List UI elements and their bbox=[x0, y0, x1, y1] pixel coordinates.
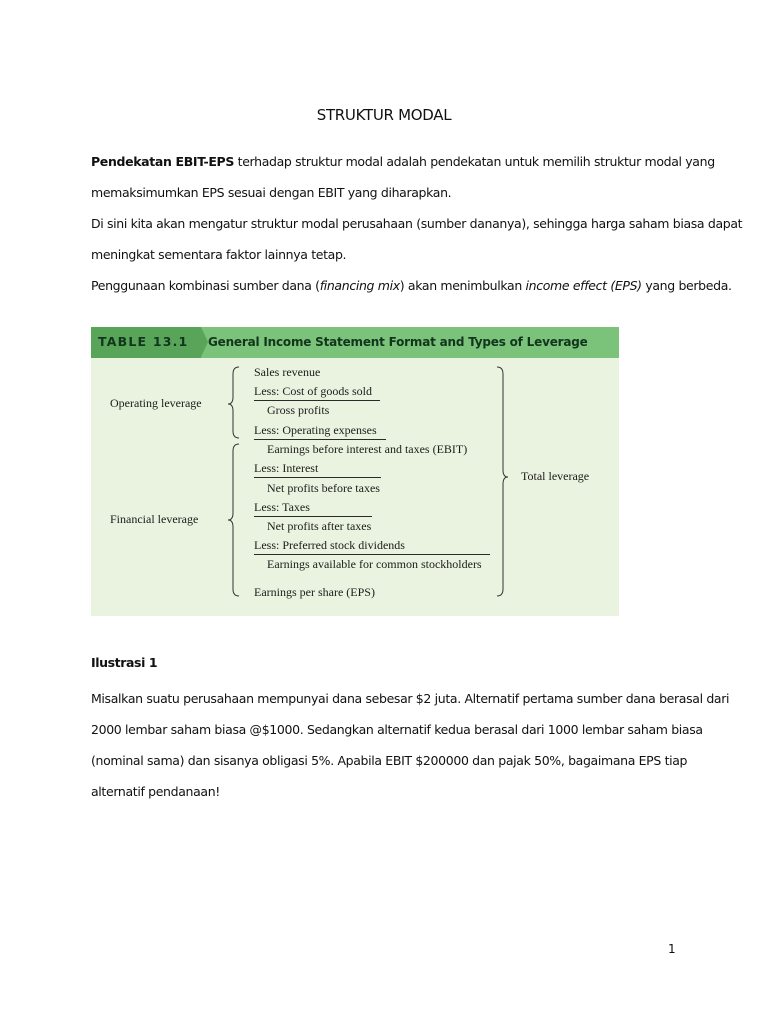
intro-line-1-text: terhadap struktur modal adalah pendekatan untuk memilih struktur modal yang bbox=[237, 154, 715, 169]
intro-line-5-c: yang berbeda. bbox=[641, 278, 732, 293]
rule-cogs bbox=[254, 400, 380, 401]
row-earnings-available: Earnings available for common stockholders bbox=[267, 557, 482, 571]
page-number: 1 bbox=[668, 942, 676, 956]
row-preferred-stock-dividends: Less: Preferred stock dividends bbox=[254, 538, 405, 552]
intro-line-5-a: Penggunaan kombinasi sumber dana ( bbox=[91, 278, 320, 293]
intro-line-4: meningkat sementara faktor lainnya tetap. bbox=[91, 247, 347, 262]
total-brace-icon bbox=[497, 367, 508, 596]
intro-term: Pendekatan EBIT-EPS bbox=[91, 154, 235, 169]
row-eps: Earnings per share (EPS) bbox=[254, 585, 375, 599]
income-effect-term: income effect (EPS) bbox=[525, 278, 642, 293]
table-title: General Income Statement Format and Types of Leverage bbox=[208, 335, 588, 349]
illustration-line-4: alternatif pendanaan! bbox=[91, 784, 220, 799]
total-leverage-label: Total leverage bbox=[521, 469, 590, 483]
row-taxes: Less: Taxes bbox=[254, 500, 310, 514]
intro-line-3: Di sini kita akan mengatur struktur modal perusahaan (sumber dananya), sehingga harga saham biasa dapat bbox=[91, 216, 743, 231]
row-ebit: Earnings before interest and taxes (EBIT) bbox=[267, 442, 468, 456]
rule-preferred-dividends bbox=[254, 554, 490, 555]
financial-leverage-label: Financial leverage bbox=[110, 512, 199, 526]
row-cost-of-goods-sold: Less: Cost of goods sold bbox=[254, 384, 373, 398]
operating-leverage-label: Operating leverage bbox=[110, 396, 202, 410]
rule-taxes bbox=[254, 516, 372, 517]
intro-line-5-b: ) akan menimbulkan bbox=[399, 278, 526, 293]
row-operating-expenses: Less: Operating expenses bbox=[254, 423, 377, 437]
illustration-line-2: 2000 lembar saham biasa @$1000. Sedangkan alternatif kedua berasal dari 1000 lembar saham biasa bbox=[91, 722, 703, 737]
illustration-line-1: Misalkan suatu perusahaan mempunyai dana sebesar $2 juta. Alternatif pertama sumber dana berasal dari bbox=[91, 691, 730, 706]
financing-mix-term: financing mix bbox=[319, 278, 400, 293]
row-sales-revenue: Sales revenue bbox=[254, 365, 321, 379]
illustration-title: Ilustrasi 1 bbox=[91, 655, 158, 670]
document-title: STRUKTUR MODAL bbox=[316, 106, 452, 124]
operating-brace-icon bbox=[228, 367, 239, 438]
intro-line-5 bbox=[91, 270, 732, 301]
intro-line-1 bbox=[91, 146, 715, 177]
illustration-paragraph bbox=[91, 683, 730, 807]
financial-brace-icon bbox=[228, 444, 239, 596]
row-gross-profits: Gross profits bbox=[267, 403, 330, 417]
illustration-line-3: (nominal sama) dan sisanya obligasi 5%. Apabila EBIT $200000 dan pajak 50%, bagaimana EPS tiap bbox=[91, 753, 688, 768]
table-number-label: TABLE 13.1 bbox=[98, 334, 189, 349]
rule-operating-expenses bbox=[254, 439, 386, 440]
leverage-table-figure bbox=[91, 327, 619, 616]
rule-interest bbox=[254, 477, 381, 478]
row-net-profits-before-taxes: Net profits before taxes bbox=[267, 481, 380, 495]
row-net-profits-after-taxes: Net profits after taxes bbox=[267, 519, 372, 533]
intro-line-2: memaksimumkan EPS sesuai dengan EBIT yang diharapkan. bbox=[91, 185, 452, 200]
intro-paragraph bbox=[91, 146, 743, 301]
row-interest: Less: Interest bbox=[254, 461, 319, 475]
